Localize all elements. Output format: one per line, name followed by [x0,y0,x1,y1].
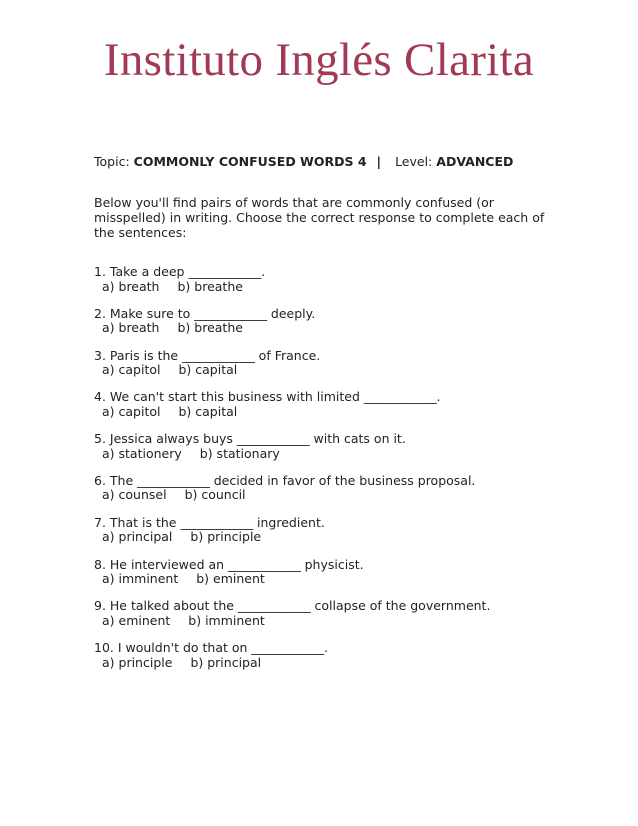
option-a: a) breath [102,278,160,294]
answer-options [94,488,594,503]
option-a: a) principle [102,654,173,670]
question-sentence: 5. Jessica always buys ____________ with cats on it. [94,431,406,447]
question-sentence: 6. The ____________ decided in favor of the business proposal. [94,472,476,488]
option-b: b) eminent [196,571,265,587]
question-item [94,390,594,432]
question-item [94,265,594,307]
answer-options [94,280,594,295]
option-a: a) capitol [102,362,161,378]
question-sentence: 7. That is the ____________ ingredient. [94,514,325,530]
answer-options [94,530,594,545]
question-list [94,265,594,683]
question-sentence: 2. Make sure to ____________ deeply. [94,305,316,321]
question-item [94,474,594,516]
option-b: b) principal [190,654,262,670]
question-sentence: 3. Paris is the ____________ of France. [94,347,321,363]
option-b: b) breathe [177,278,243,294]
answer-options [94,614,594,629]
separator: | [376,154,382,169]
answer-blank: ____________ [194,305,267,321]
option-a: a) eminent [102,612,171,628]
option-b: b) stationary [199,445,280,461]
option-b: b) capital [178,362,238,378]
answer-options [94,363,594,378]
topic-label: Topic: [94,154,130,169]
answer-blank: ____________ [236,431,310,447]
level-value: ADVANCED [436,154,514,169]
answer-blank: ____________ [137,472,210,488]
instructions: Below you'll find pairs of words that are commonly confused (or misspelled) in writing. Choose the correct response to complete each of the sentences: [94,195,545,240]
topic-value: COMMONLY CONFUSED WORDS 4 [133,154,367,169]
answer-blank: ____________ [180,514,254,530]
question-sentence: 9. He talked about the ____________ collapse of the government. [94,598,491,614]
answer-options [94,656,594,671]
answer-blank: ____________ [182,347,255,363]
answer-blank: ____________ [251,640,325,656]
answer-options [94,405,594,420]
answer-options [94,447,594,462]
option-a: a) principal [102,529,173,545]
option-b: b) principle [190,529,262,545]
answer-blank: ____________ [363,389,437,405]
question-item [94,349,594,391]
level-label: Level: [395,154,433,169]
answer-blank: ____________ [237,598,311,614]
option-b: b) council [184,487,246,503]
answer-blank: ____________ [188,264,262,279]
answer-blank: ____________ [228,556,301,572]
page-title: Instituto Inglés Clarita [103,34,535,86]
option-a: a) counsel [102,487,167,503]
question-sentence: 8. He interviewed an ____________ physicist. [94,556,364,572]
question-item [94,599,594,641]
question-sentence: 1. Take a deep ____________. [94,264,266,279]
question-sentence: 4. We can't start this business with limited ____________. [94,389,441,405]
question-item [94,558,594,600]
option-b: b) imminent [188,612,265,628]
option-a: a) capitol [102,403,161,419]
question-item [94,516,594,558]
option-a: a) imminent [102,571,179,587]
question-item [94,432,594,474]
question-sentence: 10. I wouldn't do that on ____________. [94,640,328,656]
question-item [94,307,594,349]
option-b: b) capital [178,403,238,419]
answer-options [94,572,594,587]
option-a: a) breath [102,320,160,336]
option-a: a) stationery [102,445,182,461]
answer-options [94,321,594,336]
option-b: b) breathe [177,320,243,336]
topic-level-line [94,154,513,170]
question-item [94,641,594,683]
